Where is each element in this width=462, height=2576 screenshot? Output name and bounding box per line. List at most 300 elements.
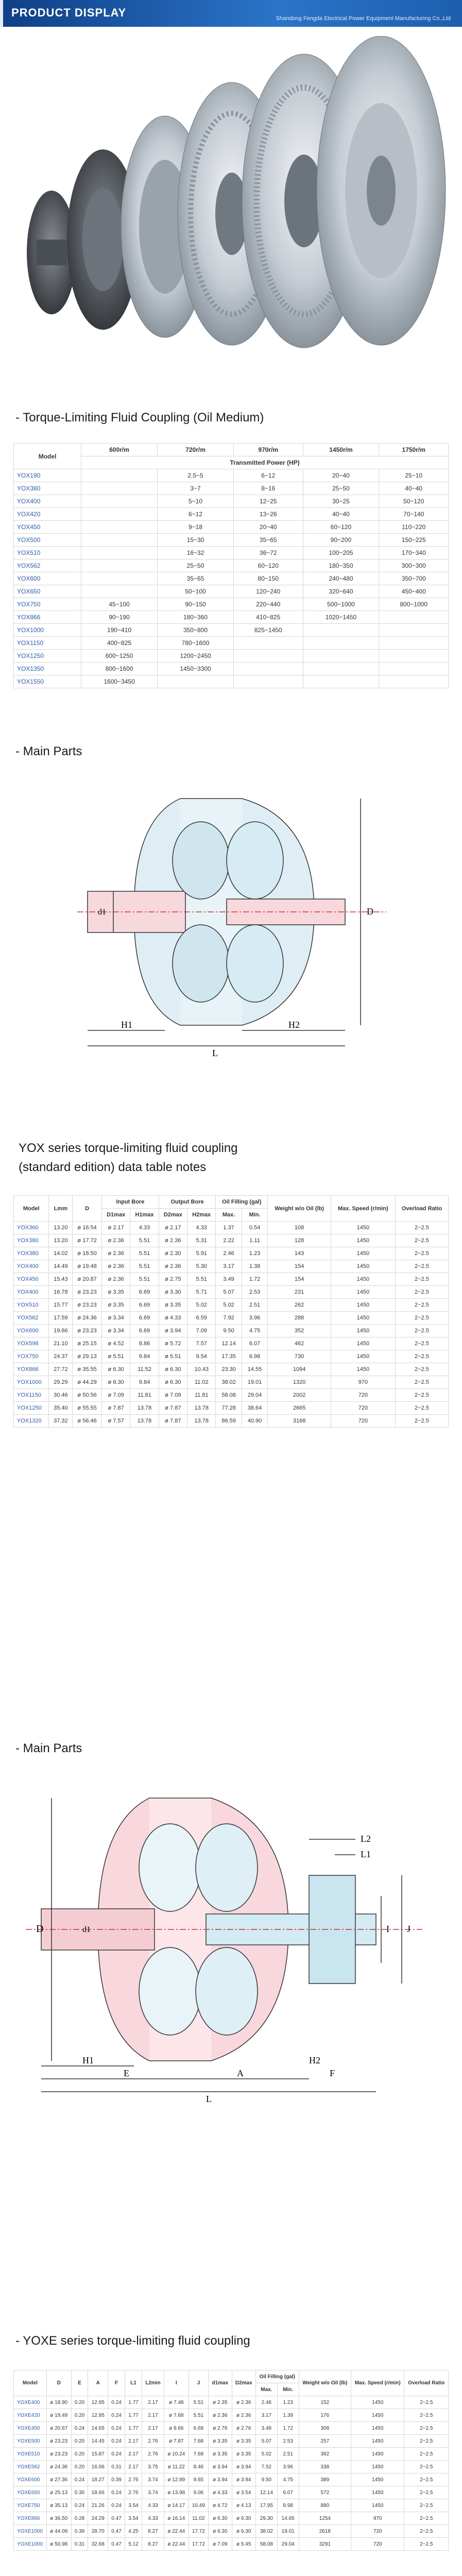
table-cell: ø 5.51 <box>159 1350 187 1363</box>
table-row <box>14 469 449 482</box>
model-cell: YOX866 <box>14 1363 49 1376</box>
table-cell <box>379 611 449 624</box>
t3-header: A <box>88 2370 108 2396</box>
model-cell: YOX400 <box>14 1286 49 1299</box>
model-cell: YOXE866 <box>14 2512 47 2525</box>
table-cell: 6.69 <box>130 1286 159 1299</box>
table-cell: 5.02 <box>187 1299 216 1312</box>
table-cell: 825~1450 <box>234 624 303 637</box>
table-cell: 38.02 <box>216 1376 242 1389</box>
table-cell: ø 5.72 <box>159 1337 187 1350</box>
t3-header: L2min <box>142 2370 164 2396</box>
table-cell: 23.30 <box>216 1363 242 1376</box>
table-cell: 0.24 <box>71 2473 88 2486</box>
table-cell: 19.66 <box>49 1325 73 1337</box>
table-cell: ø 2.17 <box>101 1222 130 1234</box>
table-cell: 38.64 <box>242 1402 267 1415</box>
model-cell: YOX1150 <box>14 1389 49 1402</box>
t2-header: Model <box>14 1196 49 1222</box>
table-row <box>14 2525 449 2538</box>
table-cell: 90~200 <box>303 534 379 547</box>
table-cell: ø 20.87 <box>73 1273 102 1286</box>
table-cell: 2~2.5 <box>404 2409 449 2422</box>
table-cell: 2~2.5 <box>395 1299 448 1312</box>
table-cell: 13.78 <box>130 1415 159 1428</box>
table-cell <box>234 650 303 663</box>
table-cell: 2~2.5 <box>395 1286 448 1299</box>
table-cell: ø 55.55 <box>73 1402 102 1415</box>
table-cell: 58.08 <box>255 2538 277 2551</box>
table-cell: ø 3.94 <box>232 2461 255 2473</box>
table-cell: 1450 <box>351 2461 404 2473</box>
table-cell: 288 <box>268 1312 331 1325</box>
table-cell: ø 4.33 <box>159 1312 187 1325</box>
model-cell: YOXE510 <box>14 2448 47 2461</box>
table-cell: 2.76 <box>125 2486 142 2499</box>
t3-header: d1max <box>209 2370 232 2396</box>
t3-header: Oil Filling (gal) <box>255 2370 299 2383</box>
table-cell: ø 2.36 <box>101 1247 130 1260</box>
table-row <box>14 675 449 688</box>
dim-label-h1: H1 <box>121 1020 132 1030</box>
table-row <box>14 2499 449 2512</box>
table-cell: ø 6.30 <box>232 2525 255 2538</box>
table-cell: 800~1000 <box>379 598 449 611</box>
table-cell: 0.39 <box>108 2473 125 2486</box>
yoxe-dimension-table <box>13 2370 449 2551</box>
table-cell: 400~825 <box>81 637 158 650</box>
table-cell <box>379 675 449 688</box>
table-cell: 1450 <box>351 2435 404 2448</box>
table-cell: 13.20 <box>49 1222 73 1234</box>
table-cell: 21.10 <box>49 1337 73 1350</box>
table-cell: 11.81 <box>187 1389 216 1402</box>
table-cell: 3.17 <box>255 2409 277 2422</box>
dim-label-h2: H2 <box>288 1020 300 1030</box>
table-cell: ø 6.30 <box>209 2512 232 2525</box>
table-cell: 2~2.5 <box>404 2473 449 2486</box>
table-cell: ø 3.35 <box>209 2435 232 2448</box>
table-cell: 1450 <box>331 1260 395 1273</box>
table-cell: 10.43 <box>187 1363 216 1376</box>
table-cell: 1020~1450 <box>303 611 379 624</box>
table-cell: 16.06 <box>88 2461 108 2473</box>
table-cell: ø 12.99 <box>164 2473 189 2486</box>
table-cell: 20~40 <box>234 521 303 534</box>
table-cell: 11.52 <box>130 1363 159 1376</box>
table-cell <box>81 508 158 521</box>
table-cell: 7.52 <box>255 2461 277 2473</box>
model-cell: YOXE650 <box>14 2486 47 2499</box>
dim2-label-d1: d1 <box>82 1925 91 1934</box>
t3-header: I <box>164 2370 189 2396</box>
yoxe-section-diagram <box>21 1777 443 2107</box>
model-cell: YOX1550 <box>14 675 81 688</box>
table-cell: ø 18.90 <box>46 2396 71 2409</box>
table-cell: ø 2.75 <box>159 1273 187 1286</box>
table-cell: 2.17 <box>142 2422 164 2435</box>
table-cell <box>81 547 158 560</box>
table-cell: 1.38 <box>242 1260 267 1273</box>
table-cell: ø 7.87 <box>164 2435 189 2448</box>
table-row <box>14 637 449 650</box>
table-cell <box>234 675 303 688</box>
table-cell: 3.48 <box>255 2422 277 2435</box>
dim2-label-d: D <box>36 1923 44 1935</box>
section-title-main-parts-2: - Main Parts <box>15 1741 82 1755</box>
model-cell: YOXE600 <box>14 2473 47 2486</box>
table-cell: ø 3.35 <box>232 2448 255 2461</box>
table-cell: 14.49 <box>49 1260 73 1273</box>
table-row <box>14 2512 449 2525</box>
table-cell: ø 3.35 <box>232 2435 255 2448</box>
product-display-banner <box>0 0 462 27</box>
table-cell: 6.07 <box>277 2486 299 2499</box>
table-row <box>14 508 449 521</box>
table-cell: 2~2.5 <box>395 1247 448 1260</box>
table-cell: 3.49 <box>216 1273 242 1286</box>
table-cell: 7.92 <box>216 1312 242 1325</box>
table-cell: 0.39 <box>71 2525 88 2538</box>
table-cell: 0.20 <box>71 2461 88 2473</box>
table-row <box>14 2422 449 2435</box>
table-cell: ø 4.52 <box>101 1337 130 1350</box>
t2-header: Overload Ratio <box>395 1196 448 1222</box>
table-cell: 720 <box>331 1402 395 1415</box>
model-cell: YOX1320 <box>14 1415 49 1428</box>
table-cell: 2~2.5 <box>404 2461 449 2473</box>
table-cell <box>81 469 158 482</box>
section-title-yoxe: - YOXE series torque-limiting fluid coupling <box>15 2334 250 2348</box>
table-cell: 27.72 <box>49 1363 73 1376</box>
t3-subheader: Min. <box>277 2383 299 2396</box>
table-row <box>14 2538 449 2551</box>
table-cell: 8.98 <box>277 2499 299 2512</box>
table-cell: 50~100 <box>158 585 234 598</box>
model-cell: YOX1150 <box>14 637 81 650</box>
table-cell: 37.32 <box>49 1415 73 1428</box>
table-cell: 1450 <box>331 1325 395 1337</box>
table-cell: ø 36.50 <box>46 2512 71 2525</box>
table-cell: 190~410 <box>81 624 158 637</box>
table-cell: 1450 <box>331 1222 395 1234</box>
t2-header: Oil Filling (gal) <box>216 1196 268 1209</box>
table-cell: 0.24 <box>108 2422 125 2435</box>
table-cell: 0.47 <box>108 2512 125 2525</box>
table-cell: 0.24 <box>108 2396 125 2409</box>
model-cell: YOX420 <box>14 508 81 521</box>
table-cell: 5.51 <box>189 2409 209 2422</box>
table-cell: 2~2.5 <box>395 1415 448 1428</box>
table-cell: ø 25.13 <box>46 2486 71 2499</box>
table-cell: 7.68 <box>189 2435 209 2448</box>
table-cell: 3.54 <box>125 2499 142 2512</box>
housing-part <box>317 36 446 345</box>
table-cell: 780~1600 <box>158 637 234 650</box>
t2-header: D <box>73 1196 102 1222</box>
power-table <box>13 443 449 688</box>
table-row <box>14 2461 449 2473</box>
model-cell: YOXE400 <box>14 2396 47 2409</box>
table-cell: ø 5.45 <box>232 2538 255 2551</box>
table-cell: 2.17 <box>125 2448 142 2461</box>
table-cell: ø 11.22 <box>164 2461 189 2473</box>
table-row <box>14 1376 449 1389</box>
table-cell: 18.66 <box>88 2486 108 2499</box>
table-cell: 3.75 <box>142 2461 164 2473</box>
table-cell: ø 3.30 <box>159 1286 187 1299</box>
table-row <box>14 560 449 572</box>
table-row <box>14 1260 449 1273</box>
table-cell: ø 19.49 <box>46 2409 71 2422</box>
table-cell: 0.24 <box>108 2435 125 2448</box>
table-cell: ø 23.23 <box>46 2435 71 2448</box>
table-cell: ø 2.17 <box>159 1222 187 1234</box>
dim2-label-a: A <box>237 2068 244 2078</box>
table-cell: 262 <box>268 1299 331 1312</box>
table-row <box>14 2409 449 2422</box>
banner-company: Shandong Fengda Electrical Power Equipment Manufacturing Co.,Ltd <box>276 15 451 22</box>
table-cell: 2618 <box>299 2525 351 2538</box>
t3-header: Overload Ratio <box>404 2370 449 2396</box>
table-cell <box>303 624 379 637</box>
table-cell: 0.54 <box>242 1222 267 1234</box>
table-cell: ø 56.46 <box>73 1415 102 1428</box>
table-cell: 1.77 <box>125 2409 142 2422</box>
table-cell: 15.87 <box>88 2448 108 2461</box>
t3-subheader: Max. <box>255 2383 277 2396</box>
section-title-torque-limiting: - Torque-Limiting Fluid Coupling (Oil Medium) <box>15 411 264 425</box>
table-cell: ø 3.34 <box>101 1312 130 1325</box>
table-cell: 5.07 <box>255 2435 277 2448</box>
table-cell: 1450 <box>351 2448 404 2461</box>
table-row <box>14 2448 449 2461</box>
table-cell: 1.72 <box>277 2422 299 2435</box>
table-cell: 720 <box>331 1389 395 1402</box>
table-cell: 2.17 <box>125 2435 142 2448</box>
table-cell: ø 24.36 <box>46 2461 71 2473</box>
table-cell: 2~2.5 <box>395 1325 448 1337</box>
dim2-label-l: L <box>206 2094 212 2104</box>
table-cell: ø 2.36 <box>232 2409 255 2422</box>
table-cell: 8.27 <box>142 2525 164 2538</box>
model-cell: YOX190 <box>14 469 81 482</box>
table-cell: 3.54 <box>125 2512 142 2525</box>
table-cell: 3168 <box>268 1415 331 1428</box>
table-cell: ø 3.35 <box>101 1286 130 1299</box>
table-cell: 40~40 <box>303 508 379 521</box>
table-cell: 2~2.5 <box>395 1273 448 1286</box>
table-cell: 35~65 <box>234 534 303 547</box>
table-row <box>14 624 449 637</box>
dim2-label-l1: L1 <box>361 1849 371 1859</box>
table-row <box>14 585 449 598</box>
table-cell: 0.20 <box>71 2435 88 2448</box>
table-cell <box>81 585 158 598</box>
table-cell: 1450 <box>351 2486 404 2499</box>
model-cell: YOX380 <box>14 482 81 495</box>
model-cell: YOXE1000 <box>14 2538 47 2551</box>
table-cell: 0.24 <box>71 2422 88 2435</box>
table-cell: ø 3.94 <box>159 1325 187 1337</box>
table-cell: ø 35.13 <box>46 2499 71 2512</box>
table-cell: 5.51 <box>189 2396 209 2409</box>
table-cell: ø 7.87 <box>159 1415 187 1428</box>
model-cell: YOX450 <box>14 521 81 534</box>
table-cell: 6~12 <box>234 469 303 482</box>
table-cell: 24.37 <box>49 1350 73 1363</box>
table-cell: 25~10 <box>379 469 449 482</box>
model-cell: YOXE750 <box>14 2499 47 2512</box>
table-cell: ø 2.36 <box>101 1260 130 1273</box>
dim2-label-f: F <box>330 2068 335 2078</box>
table-cell: 3.17 <box>216 1260 242 1273</box>
table-cell: 1450 <box>331 1273 395 1286</box>
model-cell: YOXE562 <box>14 2461 47 2473</box>
model-cell: YOX600 <box>14 572 81 585</box>
table-cell: ø 3.34 <box>101 1325 130 1337</box>
table-cell: 12.14 <box>255 2486 277 2499</box>
table-cell: 1450 <box>331 1247 395 1260</box>
table-cell: 18.27 <box>88 2473 108 2486</box>
table-cell: 2~2.5 <box>395 1312 448 1325</box>
table-cell: 19.01 <box>242 1376 267 1389</box>
table-cell: 450~400 <box>379 585 449 598</box>
table-cell: ø 23.23 <box>73 1286 102 1299</box>
table-cell <box>234 637 303 650</box>
dim-label-d: D <box>367 906 373 917</box>
model-cell: YOX510 <box>14 547 81 560</box>
table-cell: 1450 <box>331 1234 395 1247</box>
table-row <box>14 2473 449 2486</box>
table-cell: ø 3.94 <box>209 2461 232 2473</box>
table-cell: ø 6.30 <box>159 1376 187 1389</box>
table-row <box>14 1312 449 1325</box>
table-cell: 50~120 <box>379 495 449 508</box>
table-row <box>14 495 449 508</box>
table-row <box>14 1222 449 1234</box>
table-cell: 180~360 <box>158 611 234 624</box>
table-cell: 1450 <box>331 1363 395 1376</box>
table-cell: 80~150 <box>234 572 303 585</box>
table-cell: 4.33 <box>130 1222 159 1234</box>
table-cell: 14.45 <box>88 2435 108 2448</box>
table-cell: ø 23.23 <box>73 1299 102 1312</box>
table-cell: 0.28 <box>71 2512 88 2525</box>
table-cell: ø 6.30 <box>101 1376 130 1389</box>
table-cell: 8.86 <box>130 1337 159 1350</box>
table-cell: 2~2.5 <box>404 2538 449 2551</box>
table-cell: 5~10 <box>158 495 234 508</box>
table-cell: 1.23 <box>242 1247 267 1260</box>
table-row <box>14 1299 449 1312</box>
table-cell: 5.51 <box>130 1234 159 1247</box>
table-cell: 60~120 <box>234 560 303 572</box>
table-cell: ø 25.15 <box>73 1337 102 1350</box>
model-cell: YOX380 <box>14 1234 49 1247</box>
table-row <box>14 598 449 611</box>
speed-header: 720r/m <box>158 444 234 456</box>
table-cell: 180~350 <box>303 560 379 572</box>
table-cell: ø 23.23 <box>46 2448 71 2461</box>
model-cell: YOX750 <box>14 1350 49 1363</box>
speed-header: 1750r/m <box>379 444 449 456</box>
table-cell: ø 3.94 <box>232 2473 255 2486</box>
table-cell: 9.65 <box>189 2473 209 2486</box>
table-cell: 2.53 <box>242 1286 267 1299</box>
table-cell: 1450 <box>331 1337 395 1350</box>
table-cell: 36~72 <box>234 547 303 560</box>
table-cell: 9.50 <box>216 1325 242 1337</box>
table-cell: 300~300 <box>379 560 449 572</box>
model-cell: YOX866 <box>14 611 81 624</box>
table-cell: 17.95 <box>255 2499 277 2512</box>
table-cell: 154 <box>268 1273 331 1286</box>
table-cell: ø 50.98 <box>46 2538 71 2551</box>
table-cell: ø 27.36 <box>46 2473 71 2486</box>
table-cell: ø 4.33 <box>209 2486 232 2499</box>
table-cell: 45~100 <box>81 598 158 611</box>
table-cell: 462 <box>268 1337 331 1350</box>
speed-header: 600r/m <box>81 444 158 456</box>
table-cell: 7.68 <box>189 2448 209 2461</box>
table-cell: 58.08 <box>216 1389 242 1402</box>
table-cell: 600~1250 <box>81 650 158 663</box>
table-row <box>14 1234 449 1247</box>
table-cell: 29.04 <box>277 2538 299 2551</box>
transmitted-power-header: Transmitted Power (HP) <box>81 456 449 469</box>
table-cell: 2~2.5 <box>395 1337 448 1350</box>
table-cell <box>379 663 449 675</box>
model-cell: YOX450 <box>14 1273 49 1286</box>
table-cell: ø 2.76 <box>209 2422 232 2435</box>
table-cell: ø 20.67 <box>46 2422 71 2435</box>
table-cell: ø 16.14 <box>164 2512 189 2525</box>
table-cell: 25~50 <box>158 560 234 572</box>
table-cell: 5.91 <box>187 1247 216 1260</box>
table-cell: 12.14 <box>216 1337 242 1350</box>
table-cell: 9.84 <box>130 1376 159 1389</box>
table-cell <box>81 534 158 547</box>
table-row <box>14 1350 449 1363</box>
table-cell: 0.31 <box>108 2461 125 2473</box>
table-cell: 8.27 <box>142 2538 164 2551</box>
table-cell: 2~2.5 <box>395 1376 448 1389</box>
table-cell: 2.53 <box>277 2435 299 2448</box>
table-row <box>14 1415 449 1428</box>
table-cell: 108 <box>268 1222 331 1234</box>
table-cell <box>379 637 449 650</box>
table-cell: 350~800 <box>158 624 234 637</box>
table-cell: 77.28 <box>216 1402 242 1415</box>
model-cell: YOX600 <box>14 1325 49 1337</box>
table-cell: 2~2.5 <box>404 2396 449 2409</box>
table-cell: 9~18 <box>158 521 234 534</box>
table-cell: 1.72 <box>242 1273 267 1286</box>
table-cell: 3.74 <box>142 2486 164 2499</box>
table-cell: ø 29.13 <box>73 1350 102 1363</box>
table-cell: ø 6.30 <box>101 1363 130 1376</box>
table-cell: 5.71 <box>187 1286 216 1299</box>
table-cell: 2.22 <box>216 1234 242 1247</box>
table-cell: 7.57 <box>187 1337 216 1350</box>
table-row <box>14 663 449 675</box>
table-cell: 2.51 <box>242 1299 267 1312</box>
table-cell: 7.09 <box>187 1325 216 1337</box>
table-cell: 2~2.5 <box>404 2486 449 2499</box>
table-cell: 0.24 <box>108 2486 125 2499</box>
table-cell: 4.75 <box>242 1325 267 1337</box>
